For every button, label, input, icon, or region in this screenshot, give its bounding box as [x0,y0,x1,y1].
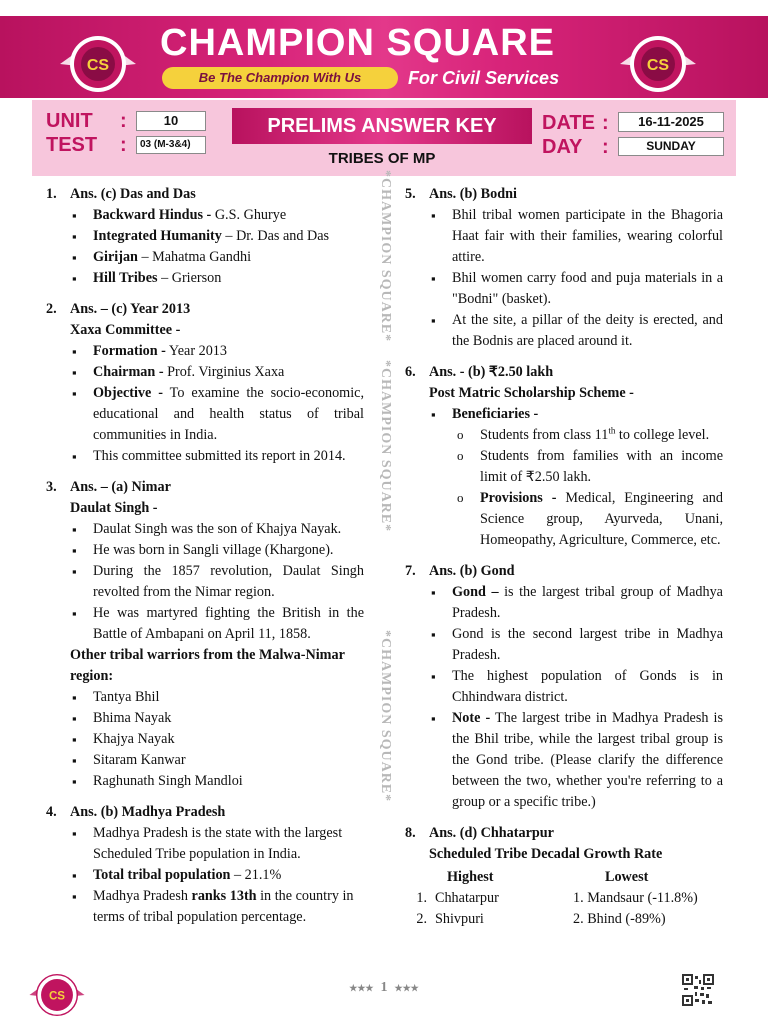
list-item: ▪ Daulat Singh was the son of Khajya Nayak. [70,519,364,540]
highest-cell: Chhatarpur [435,890,499,906]
question-4 [46,802,364,928]
list-item: ▪ Tantya Bhil [70,687,364,708]
list-item: ▪ Backward Hindus - G.S. Ghurye [70,205,364,226]
list-item: ▪ Madhya Pradesh ranks 13th in the country in terms of tribal population percentage. [70,886,364,928]
answer-heading: 2. Ans. – (c) Year 2013 [46,301,191,317]
warriors-list [46,687,364,792]
right-column [405,184,723,940]
list-item: ▪ Gond – is the largest tribal group of Madhya Pradesh. [429,582,723,624]
list-item: ▪ During the 1857 revolution, Daulat Singh revolted from the Nimar region. [70,561,364,603]
subheading: Other tribal warriors from the Malwa-Nimar region: [70,647,345,684]
subject-title: TRIBES OF MP [328,150,436,167]
bullet-list [405,582,723,813]
list-item: o Students from families with an income limit of ₹2.50 lakh. [455,446,723,488]
bullet-list [46,341,364,467]
answer-heading: 1. Ans. (c) Das and Das [46,186,196,202]
list-item: ▪ He was martyred fighting the British in the Battle of Ambapani on April 11, 1858. [70,603,364,645]
list-item: ▪ Madhya Pradesh is the state with the largest Scheduled Tribe population in India. [70,823,364,865]
unit-value: 10 [136,111,206,131]
subtagline: For Civil Services [408,68,560,88]
header-banner [0,16,768,98]
list-item: ▪ He was born in Sangli village (Khargone). [70,540,364,561]
question-5 [405,184,723,352]
logo-letters: CS [86,57,110,74]
sub-list [405,425,723,551]
list-item: ▪ Total tribal population – 21.1% [70,865,364,886]
list-item: ▪ At the site, a pillar of the deity is erected, and the Bodnis are placed around it. [429,310,723,352]
day-label: DAY [542,136,583,158]
list-item: ▪ Formation - Year 2013 [70,341,364,362]
question-2 [46,299,364,467]
colon: : [602,136,609,158]
date-label: DATE [542,112,595,134]
answer-heading: 4. Ans. (b) Madhya Pradesh [46,804,226,820]
highest-cell: Shivpuri [435,911,484,927]
date-value: 16-11-2025 [618,112,724,132]
subheading: Post Matric Scholarship Scheme - [429,385,634,401]
list-item: ▪ The highest population of Gonds is in Chhindwara district. [429,666,723,708]
logo-letters: CS [646,57,670,74]
table-header-row [405,867,723,888]
list-item: ▪ Khajya Nayak [70,729,364,750]
left-column [46,184,364,938]
bullet-list [46,205,364,289]
qr-code-icon [682,974,714,1006]
table-row [405,909,723,930]
answer-key-title: PRELIMS ANSWER KEY [232,108,532,144]
column-header-lowest: Lowest [605,869,649,885]
list-item: ▪ Beneficiaries - [429,404,723,425]
bullet-list [405,404,723,425]
table-row [405,888,723,909]
list-item: ▪ Gond is the second largest tribe in Madhya Pradesh. [429,624,723,666]
list-item: ▪ This committee submitted its report in 2014. [70,446,364,467]
list-item: ▪ Integrated Humanity – Dr. Das and Das [70,226,364,247]
page-number: ★★★ 1 ★★★ [349,980,419,995]
list-item: ▪ Objective - To examine the socio-economic, educational and health status of tribal communities in India. [70,383,364,446]
list-item: o Students from class 11th to college level. [455,425,723,446]
info-band [32,100,736,176]
brand-title: CHAMPION SQUARE [160,22,556,64]
answer-heading: 5. Ans. (b) Bodni [405,186,517,202]
question-7 [405,561,723,813]
column-header-highest: Highest [447,869,494,885]
subheading: Daulat Singh - [70,500,158,516]
list-item: ▪ Sitaram Kanwar [70,750,364,771]
answer-heading: 6. Ans. - (b) ₹2.50 lakh [405,364,554,380]
question-1 [46,184,364,289]
list-item: ▪ Bhil tribal women participate in the Bhagoria Haat fair with their families, wearing colorful attire. [429,205,723,268]
bullet-list [405,205,723,352]
question-6 [405,362,723,551]
question-3 [46,477,364,792]
day-value: SUNDAY [618,137,724,156]
lowest-cell: 2. Bhind (-89%) [573,911,666,927]
list-item: ▪ Raghunath Singh Mandloi [70,771,364,792]
answer-heading: 8. Ans. (d) Chhatarpur [405,825,554,841]
list-item: ▪ Girijan – Mahatma Gandhi [70,247,364,268]
champion-square-logo-right [618,24,698,104]
growth-rate-table [405,867,723,930]
list-item: ▪ Bhima Nayak [70,708,364,729]
vertical-watermark: *CHAMPION SQUARE* [378,360,393,533]
unit-label: UNIT [46,110,93,132]
list-item: ▪ Chairman - Prof. Virginius Xaxa [70,362,364,383]
colon: : [120,134,127,156]
answer-heading: 3. Ans. – (a) Nimar [46,479,171,495]
colon: : [602,112,609,134]
row-number: 1. [416,890,427,906]
logo-letters: CS [48,989,66,1003]
list-item: ▪ Hill Tribes – Grierson [70,268,364,289]
list-item: o Provisions - Medical, Engineering and Science group, Ayurveda, Unani, Homeopathy, Agriculture, Commerce, etc. [455,488,723,551]
lowest-cell: 1. Mandsaur (-11.8%) [573,890,698,906]
question-8 [405,823,723,930]
test-value: 03 (M-3&4) [136,136,206,154]
tagline: Be The Champion With Us [162,67,398,89]
test-label: TEST [46,134,98,156]
vertical-watermark: *CHAMPION SQUARE* [378,170,393,343]
champion-square-logo-left [58,24,138,104]
row-number: 2. [416,911,427,927]
subheading: Scheduled Tribe Decadal Growth Rate [429,846,663,862]
colon: : [120,110,127,132]
list-item: ▪ Bhil women carry food and puja materials in a "Bodni" (basket). [429,268,723,310]
vertical-watermark: *CHAMPION SQUARE* [378,630,393,803]
bullet-list [46,519,364,645]
list-item: ▪ Note - The largest tribe in Madhya Pradesh is the Bhil tribe, while the largest tribal group is the Gond tribe. (Please clarify the difference between the two, whether you're referring to a group or a specific tribe.) [429,708,723,813]
subheading: Xaxa Committee - [70,322,181,338]
bullet-list [46,823,364,928]
answer-heading: 7. Ans. (b) Gond [405,563,515,579]
